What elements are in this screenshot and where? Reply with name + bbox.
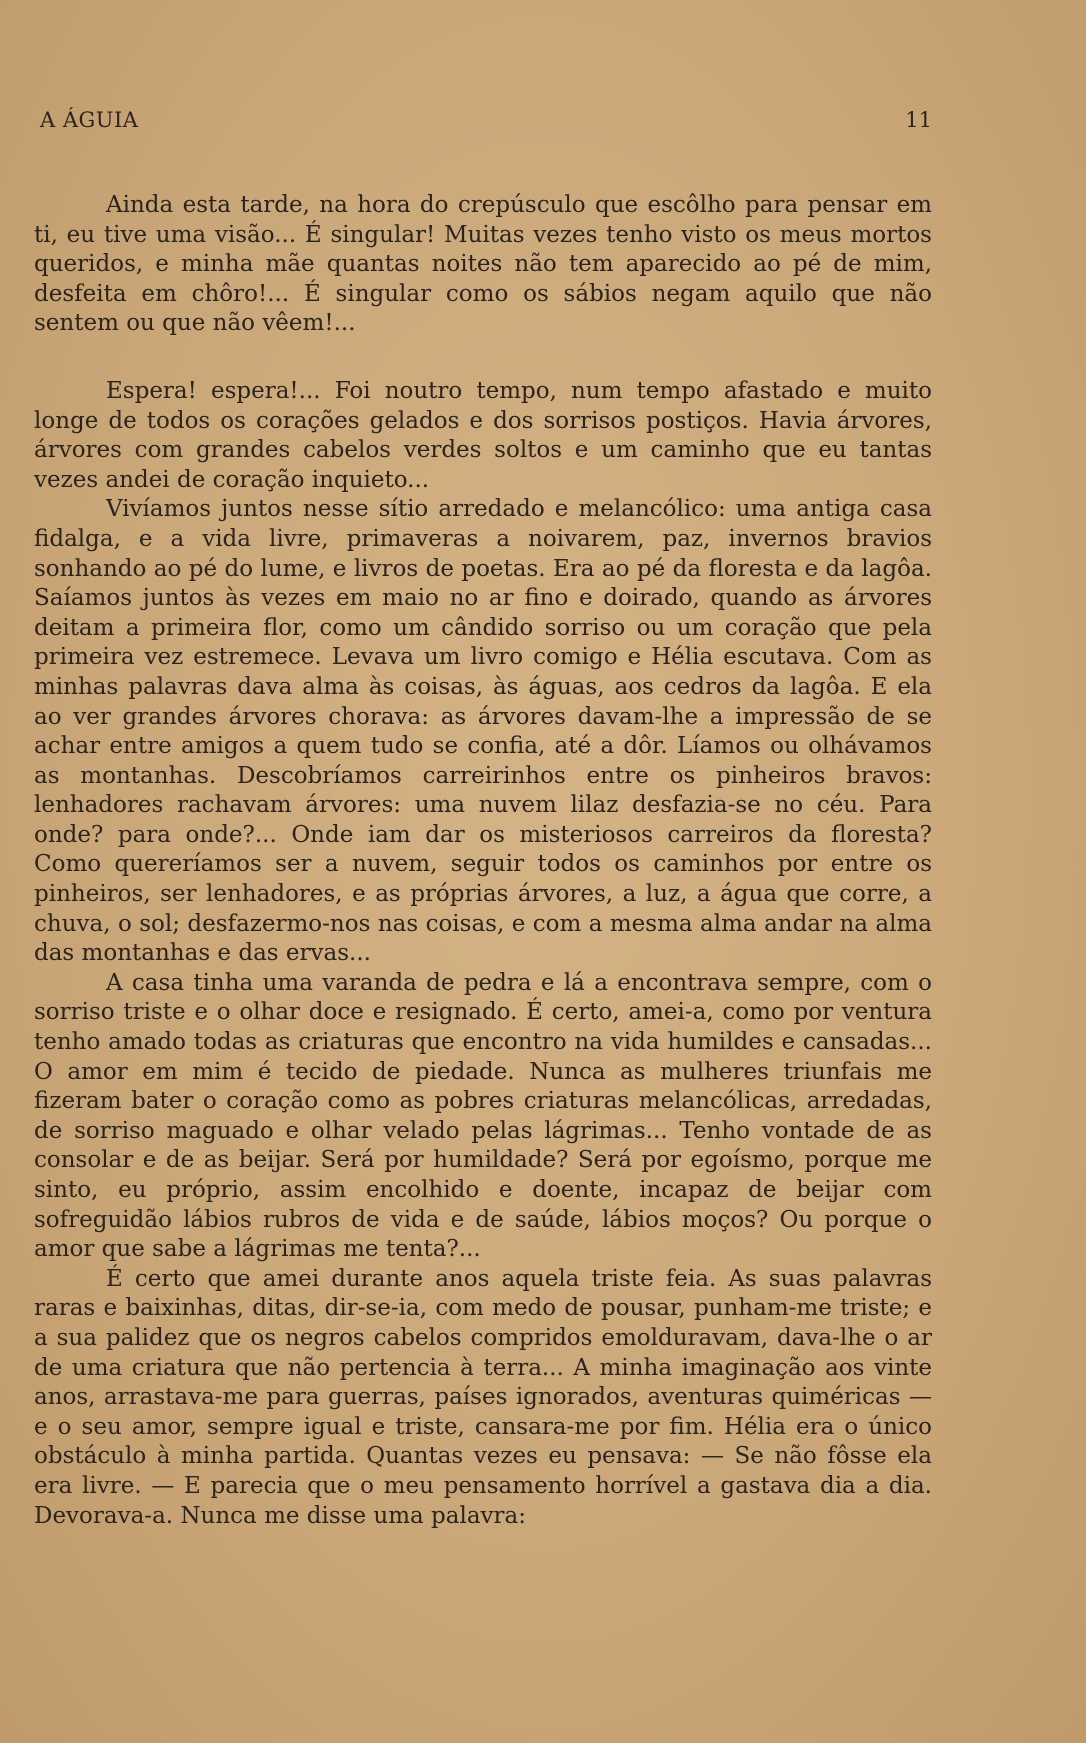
body-text xyxy=(34,191,932,1531)
paragraph-4: A casa tinha uma varanda de pedra e lá a encontrava sempre, com o sorriso triste e o olhar doce e resignado. É certo, amei-a, como por ventura tenho amado todas as criaturas que encontro na vida humildes e cansadas... O amor em mim é tecido de piedade. Nunca as mulheres triunfais me fizeram bater o coração como as pobres criaturas melancólicas, arredadas, de sorriso maguado e olhar velado pelas lágrimas... Tenho vontade de as consolar e de as beijar. Será por humildade? Será por egoísmo, porque me sinto, eu próprio, assim encolhido e doente, incapaz de beijar com sofreguidão lábios rubros de vida e de saúde, lábios moços? Ou porque o amor que sabe a lágrimas me tenta?... xyxy=(34,969,932,1263)
paragraph-2: Espera! espera!... Foi noutro tempo, num tempo afastado e muito longe de todos os corações gelados e dos sorrisos postiços. Havia árvores, árvores com grandes cabelos verdes soltos e um caminho que eu tantas vezes andei de coração inquieto... xyxy=(34,377,932,493)
running-title: A ÁGUIA xyxy=(40,108,139,132)
page-header xyxy=(40,108,932,138)
paragraph-3: Vivíamos juntos nesse sítio arredado e melancólico: uma antiga casa fidalga, e a vida livre, primaveras a noivarem, paz, invernos bravios sonhando ao pé do lume, e livros de poetas. Era ao pé da floresta e da lagôa. Saíamos juntos às vezes em maio no ar fino e doirado, quando as árvores deitam a primeira flor, como um cândido sorriso ou um coração que pela primeira vez estremece. Levava um livro comigo e Hélia escutava. Com as minhas palavras dava alma às coisas, às águas, aos cedros da lagôa. E ela ao ver grandes árvores chorava: as árvores davam-lhe a impressão de se achar entre amigos a quem tudo se confia, até a dôr. Líamos ou olhávamos as montanhas. Descobríamos carreirinhos entre os pinheiros bravos: lenhadores rachavam árvores: uma nuvem lilaz desfazia-se no céu. Para onde? para onde?... Onde iam dar os misteriosos carreiros da floresta? Como quereríamos ser a nuvem, seguir todos os caminhos por entre os pinheiros, ser lenhadores, e as próprias árvores, a luz, a água que corre, a chuva, o sol; desfazermo-nos nas coisas, e com a mesma alma andar na alma das montanhas e das ervas... xyxy=(34,496,932,967)
paragraph-1: Ainda esta tarde, na hora do crepúsculo que escôlho para pensar em ti, eu tive uma visão... É singular! Muitas vezes tenho visto os meus mortos queridos, e minha mãe quantas noites não tem aparecido ao pé de mim, desfeita em chôro!... É singular como os sábios negam aquilo que não sentem ou que não vêem!... xyxy=(34,192,932,337)
page-number: 11 xyxy=(905,108,932,132)
paragraph-5: É certo que amei durante anos aquela triste feia. As suas palavras raras e baixinhas, ditas, dir-se-ia, com medo de pousar, punham-me triste; e a sua palidez que os negros cabelos compridos emolduravam, dava-lhe o ar de uma criatura que não pertencia à terra... A minha imaginação aos vinte anos, arrastava-me para guerras, países ignorados, aventuras quiméricas — e o seu amor, sempre igual e triste, cansara-me por fim. Hélia era o único obstáculo à minha partida. Quantas vezes eu pensava: — Se não fôsse ela era livre. — E parecia que o meu pensamento horrível a gastava dia a dia. Devorava-a. Nunca me disse uma palavra: xyxy=(34,1265,932,1529)
